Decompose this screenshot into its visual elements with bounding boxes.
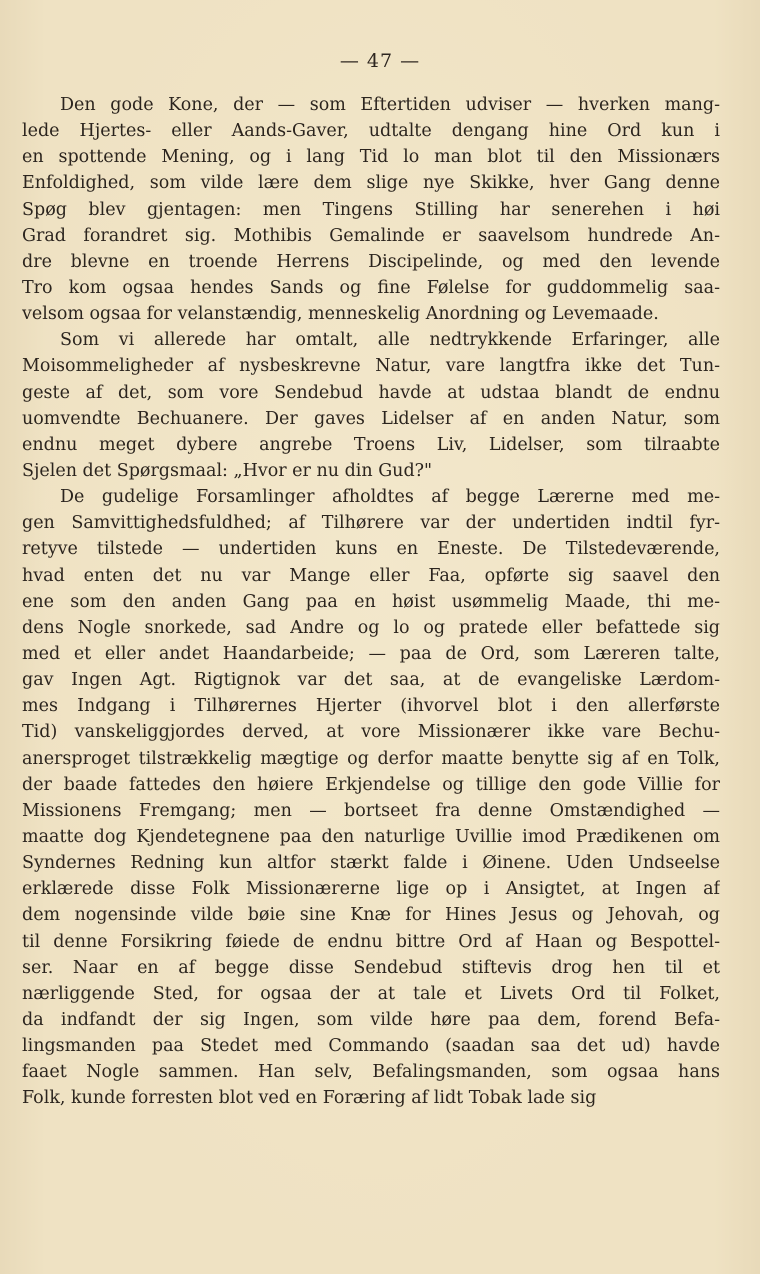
text-line: hvad enten det nu var Mange eller Faa, opførte sig saavel den [22,565,720,586]
text-line: dem nogensinde vilde bøie sine Knæ for Hines Jesus og Jehovah, og [22,905,720,926]
body-text [22,92,720,1111]
text-line: Moisommeligheder af nysbeskrevne Natur, vare langtfra ikke det Tun- [22,356,720,377]
text-line: da indfandt der sig Ingen, som vilde høre paa dem, forend Befa- [22,1009,720,1030]
text-line: Som vi allerede har omtalt, alle nedtrykkende Erfaringer, alle [60,330,720,351]
text-line: dre blevne en troende Herrens Discipelinde, og med den levende [22,251,720,272]
paragraph [22,327,720,484]
text-line: Folk, kunde forresten blot ved en Foræring af lidt Tobak lade sig [22,1088,597,1109]
text-line: Grad forandret sig. Mothibis Gemalinde er saavelsom hundrede An- [22,225,720,246]
text-line: nærliggende Sted, for ogsaa der at tale et Livets Ord til Folket, [22,983,720,1004]
paragraph [22,92,720,327]
text-line: til denne Forsikring føiede de endnu bittre Ord af Haan og Bespottel- [22,931,720,952]
text-line: ene som den anden Gang paa en høist usømmelig Maade, thi me- [22,591,720,612]
text-line: Tro kom ogsaa hendes Sands og fine Følelse for guddommelig saa- [22,277,720,298]
text-line: retyve tilstede — undertiden kuns en Eneste. De Tilstedeværende, [22,539,720,560]
text-line: med et eller andet Haandarbeide; — paa de Ord, som Læreren talte, [22,643,720,664]
text-line: De gudelige Forsamlinger afholdtes af begge Lærerne med me- [60,487,720,508]
text-line: endnu meget dybere angrebe Troens Liv, Lidelser, som tilraabte [22,434,720,455]
text-line: Missionens Fremgang; men — bortseet fra denne Omstændighed — [22,800,720,821]
text-line: der baade fattedes den høiere Erkjendelse og tillige den gode Villie for [22,774,720,795]
text-line: maatte dog Kjendetegnene paa den naturlige Uvillie imod Prædikenen om [22,826,720,847]
text-line: Tid) vanskeliggjordes derved, at vore Missionærer ikke vare Bechu- [22,722,720,743]
text-line: erklærede disse Folk Missionærerne lige op i Ansigtet, at Ingen af [22,879,720,900]
text-line: Spøg blev gjentagen: men Tingens Stilling har senerehen i høi [22,199,720,220]
text-line: Enfoldighed, som vilde lære dem slige nye Skikke, hver Gang denne [22,173,720,194]
text-line: Den gode Kone, der — som Eftertiden udviser — hverken mang- [60,95,720,115]
text-line: dens Nogle snorkede, sad Andre og lo og pratede eller befattede sig [22,617,720,638]
text-line: ser. Naar en af begge disse Sendebud stiftevis drog hen til et [22,957,720,978]
text-line: faaet Nogle sammen. Han selv, Befalingsmanden, som ogsaa hans [22,1062,720,1083]
text-line: mes Indgang i Tilhørernes Hjerter (ihvorvel blot i den allerførste [22,696,720,717]
text-line: lingsmanden paa Stedet med Commando (saadan saa det ud) havde [22,1036,720,1057]
paragraph [22,484,720,1111]
text-line: anersproget tilstrækkelig mægtige og derfor maatte benytte sig af en Tolk, [22,748,720,769]
text-line: geste af det, som vore Sendebud havde at udstaa blandt de endnu [22,382,720,403]
text-line: Sjelen det Spørgsmaal: „Hvor er nu din Gud?" [22,460,433,481]
text-line: velsom ogsaa for velanstændig, menneskelig Anordning og Levemaade. [22,304,659,325]
text-line: en spottende Mening, og i lang Tid lo man blot til den Missionærs [22,147,720,168]
text-line: gen Samvittighedsfuldhed; af Tilhørere var der undertiden indtil fyr- [22,513,720,534]
text-line: gav Ingen Agt. Rigtignok var det saa, at de evangeliske Lærdom- [22,670,720,691]
text-line: lede Hjertes- eller Aands-Gaver, udtalte dengang hine Ord kun i [22,121,720,142]
text-line: uomvendte Bechuanere. Der gaves Lidelser af en anden Natur, som [22,408,720,429]
page-number: — 47 — [339,50,421,72]
text-line: Syndernes Redning kun altfor stærkt falde i Øinene. Uden Undseelse [22,853,720,874]
